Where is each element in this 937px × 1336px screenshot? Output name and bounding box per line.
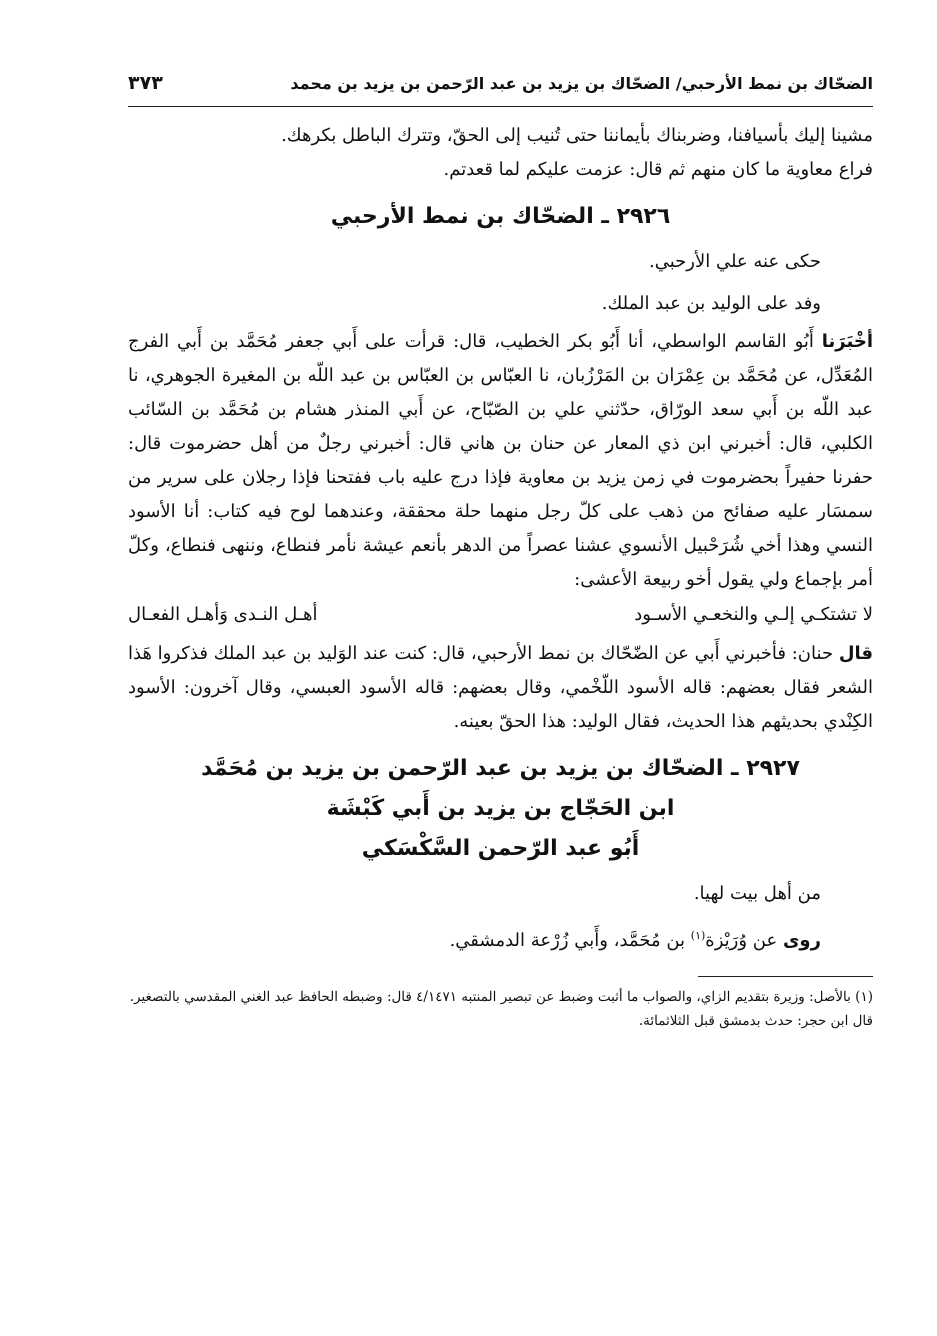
- footnote-text: (١) بالأصل: وزيرة بتقديم الزاي، والصواب ما أثبت وضبط عن تبصير المنتبه ٤/١٤٧١ قال: وضبطه الحافظ عبد الغني المقدسي بالتصغير. قال ابن حجر: حدث بدمشق قبل الثلاثمائة.: [129, 989, 873, 1029]
- footnote-marker[interactable]: (١): [690, 929, 706, 942]
- entry-2927-heading-line-1: ٢٩٢٧ ـ الضحّاك بن يزيد بن عبد الرّحمن بن يزيد بن مُحَمَّد: [201, 756, 800, 781]
- rawa-text-a: عن وُرَيْزة: [705, 930, 778, 951]
- entry-2927-heading-line-2: ابن الحَجّاج بن يزيد بن أَبي كَبْشَة: [326, 796, 675, 821]
- entry-2926-line-1: حكى عنه علي الأرحبي.: [648, 251, 821, 272]
- isnad-lead-word: أخْبَرَنا: [821, 331, 873, 352]
- entry-2926-line-2: وفد على الوليد بن عبد الملك.: [601, 293, 821, 314]
- entry-2927-line: من أهل بيت لهيا.: [693, 883, 821, 904]
- isnad-paragraph: [128, 325, 873, 597]
- intro-line-2: فراع معاوية ما كان منهم ثم قال: عزمت عليكم لما قعدتم.: [443, 159, 873, 180]
- entry-2926-heading: ٢٩٢٦ ـ الضحّاك بن نمط الأرحبي: [330, 204, 671, 229]
- entry-2927-heading-line-3: أَبُو عبد الرّحمن السَّكْسَكي: [361, 836, 640, 861]
- qala-text: حنان: فأخبرني أَبي عن الضّحّاك بن نمط الأرحبي، قال: كنت عند الوَليد بن عبد الملك فذكروا هَذا الشعر فقال بعضهم: قاله الأسود اللّخْمي، وقال بعضهم: قاله الأسود العبسي، وقال آخرون: الأسود الكِنْدي بحديثهم هذا الحديث، فقال الوليد: هذا الحقّ بعينه.: [128, 643, 873, 732]
- running-head-title: الضحّاك بن نمط الأرحبي/ الضحّاك بن يزيد بن عبد الرّحمن بن يزيد بن محمد: [290, 73, 873, 93]
- intro-line-1: مشينا إليك بأسيافنا، وضربناك بأيماننا حتى تُنيب إلى الحقّ، وتترك الباطل بكرهك.: [281, 125, 873, 146]
- page-number: ٣٧٣: [128, 72, 163, 94]
- rawa-lead-word: روى: [782, 930, 821, 951]
- isnad-text: أَبُو القاسم الواسطي، أنا أَبُو بكر الخطيب، قال: قرأت على أَبي جعفر مُحَمَّد بن أَبي الفرج المُعَدِّل، عن مُحَمَّد بن عِمْرَان بن المَرْزُبان، نا العبّاس بن العبّاس بن عبد اللّه بن المغيرة الجوهري، نا عبد اللّه بن أَبي سعد الورّاق، حدّثني علي بن الصّبّاح، عن أَبي المنذر هشام بن مُحَمَّد بن السّائب الكلبي، قال: أخبرني ابن ذي المعار عن حنان بن هاني قال: أخبرني رجلٌ من أهل حضرموت قال: حفرنا حفيراً بحضرموت في زمن يزيد بن معاوية فإذا درج عليه باب ففتحنا فإذا رجلان على سرير من سمسَار عليه صفائح من ذهب على كلّ رجل منهما حلة محققة، وعندهما لوح فيه كتاب: أنا الأسود النسي وهذا أخي شُرَحْبيل الأنسوي عشنا عصراً من الدهر بأنعم عيشة نأمر فنطاع، وننهى فنطاع، وكلّ أمر بإجماع ولي يقول أخو ربيعة الأعشى:: [128, 331, 873, 590]
- rawa-text-b: بن مُحَمَّد، وأَبي زُرْعة الدمشقي.: [449, 930, 686, 951]
- rawa-paragraph: [128, 919, 873, 958]
- verse-first-hemistich: لا تشتكـي إلـي والنخعـي الأسـود: [634, 604, 873, 625]
- running-head: [128, 60, 873, 107]
- footnote-divider: [698, 976, 873, 977]
- qala-paragraph: [128, 637, 873, 739]
- entry-2927-heading: [128, 749, 873, 869]
- qala-lead-word: قال: [838, 643, 873, 664]
- book-page: [128, 60, 873, 1033]
- poem-verse: [128, 597, 873, 633]
- verse-second-hemistich: أهـل النـدى وَأهـل الفعـال: [128, 604, 318, 625]
